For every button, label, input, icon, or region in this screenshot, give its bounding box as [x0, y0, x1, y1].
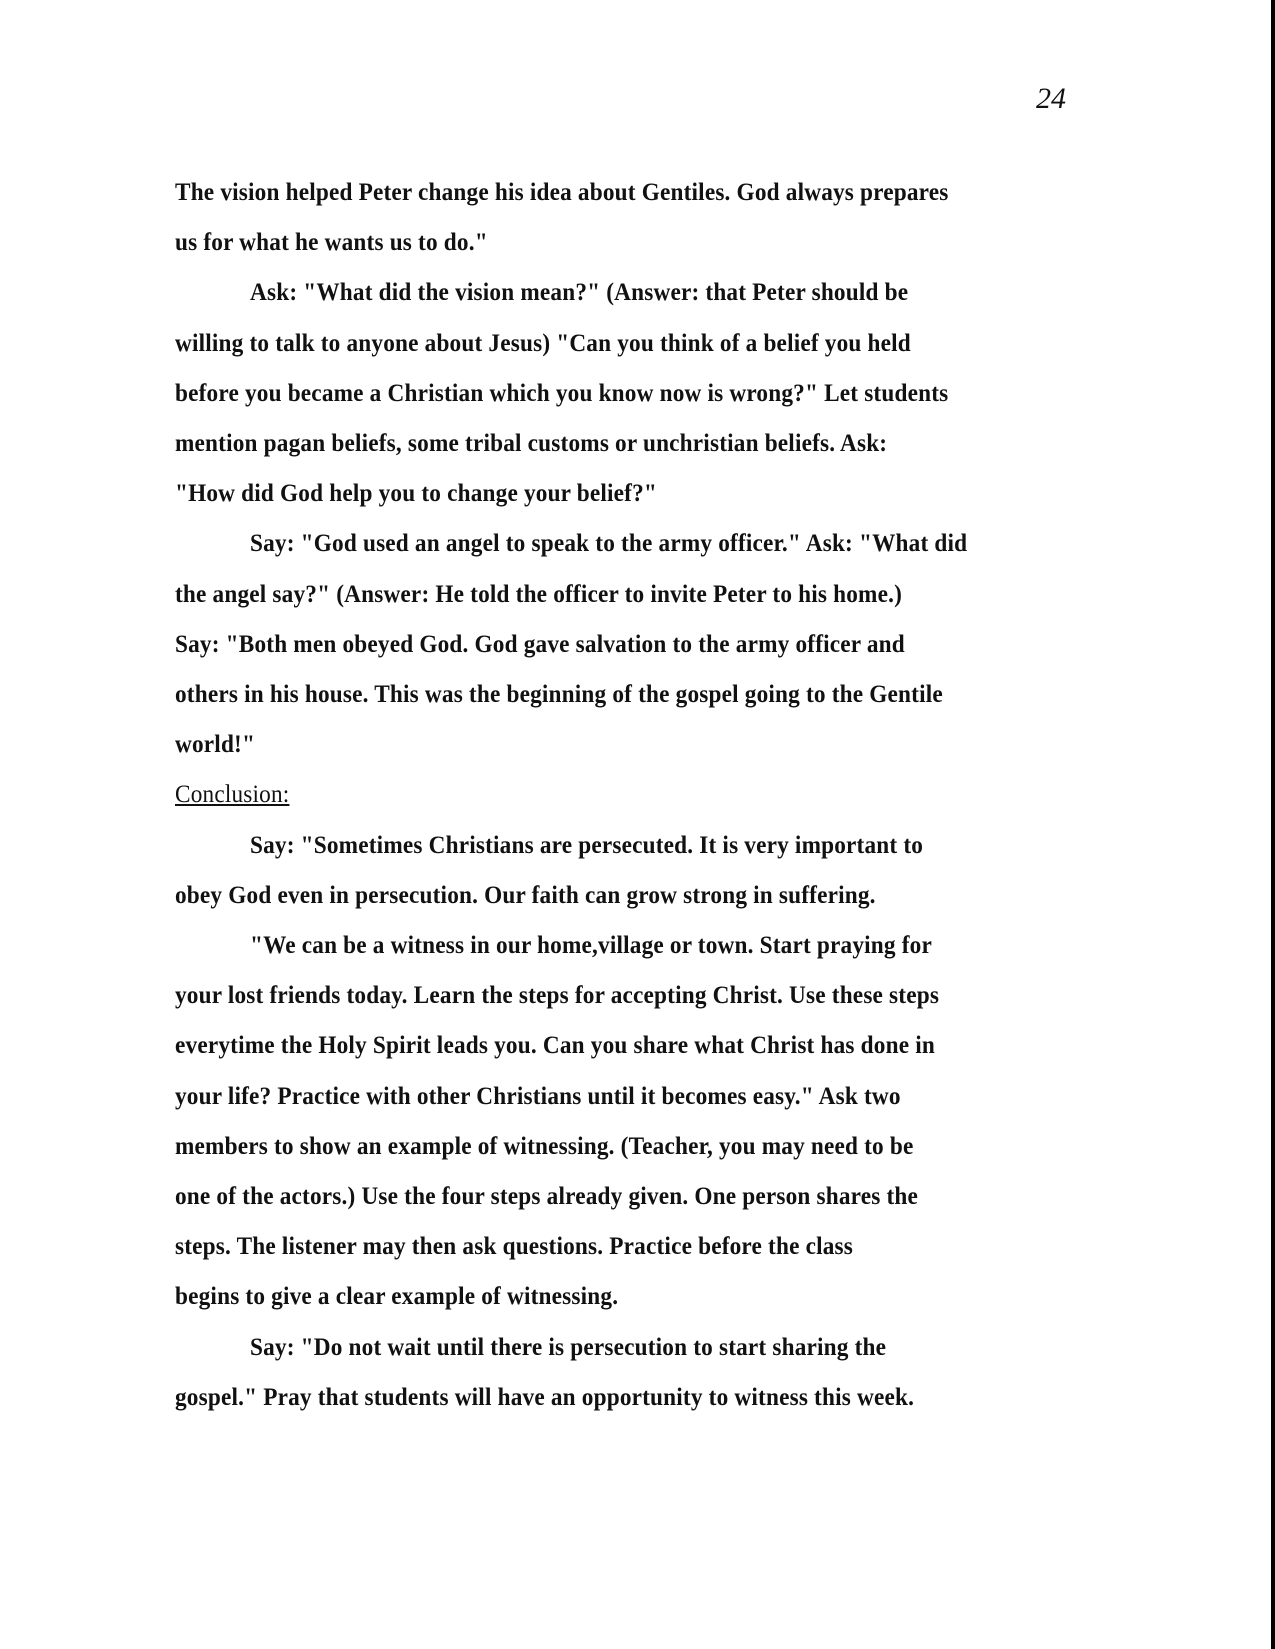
text-line: begins to give a clear example of witnessing.: [175, 1283, 619, 1311]
text-line: others in his house. This was the beginning of the gospel going to the Gentile: [175, 681, 943, 708]
text-line: members to show an example of witnessing. (Teacher, you may need to be: [175, 1132, 914, 1160]
text-line: one of the actors.) Use the four steps already given. One person shares the: [175, 1183, 919, 1210]
text-line: the angel say?" (Answer: He told the officer to invite Peter to his home.): [175, 580, 903, 608]
text-line: Say: "Both men obeyed God. God gave salvation to the army officer and: [175, 630, 905, 658]
text-line: "We can be a witness in our home,village or town. Start praying for: [250, 932, 932, 959]
text-line: Say: "Do not wait until there is persecution to start sharing the: [250, 1333, 887, 1361]
text-line: gospel." Pray that students will have an opportunity to witness this week.: [175, 1383, 915, 1411]
text-line: The vision helped Peter change his idea about Gentiles. God always prepares: [175, 179, 949, 206]
text-line: your life? Practice with other Christians until it becomes easy." Ask two: [175, 1082, 901, 1110]
text-line: Say: "Sometimes Christians are persecuted. It is very important to: [250, 831, 924, 859]
text-line: your lost friends today. Learn the steps for accepting Christ. Use these steps: [175, 982, 940, 1010]
scan-edge: [1271, 0, 1275, 1649]
text-line: Say: "God used an angel to speak to the army officer." Ask: "What did: [250, 530, 968, 558]
text-line: world!": [175, 731, 256, 759]
page-number: 24: [1036, 82, 1066, 115]
text-line: Ask: "What did the vision mean?" (Answer: that Peter should be: [250, 279, 909, 307]
text-line: obey God even in persecution. Our faith can grow strong in suffering.: [175, 881, 876, 909]
section-heading: Conclusion:: [175, 781, 290, 809]
text-line: us for what he wants us to do.": [175, 229, 488, 257]
text-line: everytime the Holy Spirit leads you. Can you share what Christ has done in: [175, 1032, 935, 1060]
text-line: before you became a Christian which you know now is wrong?" Let students: [175, 379, 949, 407]
text-line: mention pagan beliefs, some tribal customs or unchristian beliefs. Ask:: [175, 430, 888, 457]
text-line: steps. The listener may then ask questions. Practice before the class: [175, 1233, 854, 1261]
text-line: "How did God help you to change your belief?": [175, 480, 658, 508]
text-line: willing to talk to anyone about Jesus) "Can you think of a belief you held: [175, 329, 911, 357]
